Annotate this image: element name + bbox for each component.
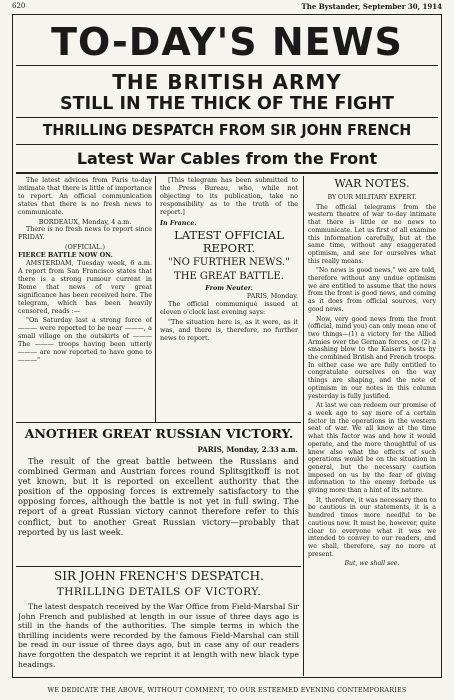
french-despatch-title: SIR JOHN FRENCH'S DESPATCH. [54,569,264,583]
newspaper-page [12,2,442,694]
war-notes-para-5: It, therefore, it was necessary then to be cautious in our statements, it is a hundred times more needful to be cautious now. It must be, however, quite clear to everyone what it was we intended to convey to our readers, and we shall, therefore, say no more at present. [308,496,436,558]
no-further-head: "NO FURTHER NEWS." [168,257,290,269]
war-notes-para-4: At last we can redeem our promise of a week ago to say more of a certain factor in the operations in the western seat of war. We all know at the time what this factor was and how it would operate, and the more thoughtful of us knew also what the effects of such operations would be on the situation in general, but the necessary caution imposed on us by the fear of giving information to the enemy forbade us giving more than a hint of its nature. [308,402,436,495]
russian-dateline: PARIS, Monday, 2.33 a.m. [197,445,298,454]
mid-para-2: "The situation here is, as it were, as it was, and there is, therefore, no further news to report. [160,318,298,342]
running-head [12,2,442,11]
great-battle-head: THE GREAT BATTLE. [174,271,284,283]
war-notes-closing: But, we shall see. [344,560,400,568]
rule [16,65,438,66]
dateline-paris: PARIS, Monday. [246,292,298,301]
headline-despatch: THRILLING DESPATCH FROM SIR JOHN FRENCH [42,121,412,139]
french-despatch-subtitle: THRILLING DETAILS OF VICTORY. [56,586,262,598]
left-para-1: The latest advices from Paris to-day intimate that there is little of importance to report. An official communication states that there is no fresh news to communicate. [18,177,152,216]
war-notes-para-2: "No news is good news," we are told, therefore without any undue optimism we are entitled to assume that the news from the front is good news, and coming as it does from official sources, very good news. [308,267,436,313]
left-para-3: AMSTERDAM, Tuesday week, 6 a.m. A report from San Francisco states that there is a strong rumour current in Rome that news of very great significance has been received here. The telegram, which has been heavily censored, reads :— [18,259,152,315]
middle-column [160,177,298,422]
french-body [18,602,299,674]
headline-cables: Latest War Cables from the Front [76,149,378,168]
war-notes-column [308,177,436,673]
publication-line: The Bystander, September 30, 1914 [301,2,442,11]
rule [16,117,438,118]
official-label: (OFFICIAL.) [65,243,105,252]
rule [16,566,301,567]
left-column [18,177,152,422]
headline-thick-of-fight: STILL IN THE THICK OF THE FIGHT [60,94,394,114]
mid-para-1: The official communiqué issued at eleven o'clock last evening says: [160,300,298,317]
rule [16,144,438,145]
column-rule [303,176,304,676]
column-rule [155,176,156,422]
russian-victory-title: ANOTHER GREAT RUSSIAN VICTORY. [24,426,294,441]
headline-british-army: THE BRITISH ARMY [112,70,342,94]
war-notes-title: WAR NOTES. [334,177,410,190]
war-notes-para-3: Now, very good news from the front (official, mind you) can only mean one of two things—(1) a victory for the Allied Armies over the German forces, or (2) a smashing blow to the Kaiser's hosts by the combined British and French troops. In either case we are fully entitled to congratulate ourselves on the way things are shaping, and the note of optimism in our notes in this column yesterday is fully justified. [308,315,436,400]
war-notes-byline: BY OUR MILITARY EXPERT. [327,194,417,201]
bracket-note: [This telegram has been submitted to the Press Bureau, who, while not objecting to its publication, take no responsibility as to the truth of the report.] [160,177,298,216]
in-france-label: In France. [160,218,197,227]
left-para-4: "On Saturday last a strong force of ——— were reported to be near ———, a small village on the outskirts of ——— The ——— troops having been utterly ——— are now reported to have gone to ———" [18,316,152,364]
masthead: TO-DAY'S NEWS [51,20,403,64]
left-para-2: There is no fresh news to report since FRIDAY. [18,225,152,242]
rule-thick [16,172,438,174]
dateline-bordeaux: BORDEAUX, Monday, 4 a.m. [38,217,132,226]
russian-text: The result of the great battle between the Russians and combined German and Austrian forces round Splitsgitkoff is not yet known, but it is reported on excellent authority that the position of the opposing forces is extremely satisfactory to the opposing forces, although the battle is not yet in full swing. The report of a great Russian victory cannot therefore refer to this conflict, but to another Great Russian victory—probably that reported by us last week. [18,456,299,537]
latest-report-head: LATEST OFFICIAL REPORT. [174,228,284,256]
rule [16,422,301,423]
from-neuter-label: From Neuter. [205,284,253,293]
russian-body [18,456,299,564]
french-text: The latest despatch received by the War Office from Field-Marshal Sir John French and published at length in our issue of three days ago is still in the hands of the authorities. The simple terms in which the thrilling incidents were recorded by the famous Field-Marshal can still be read in our issue of three days ago, but in case any of our readers have forgotten the despatch we reprint it at length with new black type headings. [18,602,299,669]
fierce-battle-head: FIERCE BATTLE NOW ON. [18,251,113,260]
footer-dedication: WE DEDICATE THE ABOVE, WITHOUT COMMENT, TO OUR ESTEEMED EVENING CONTEMPORARIES [47,686,407,694]
page-number: 620 [12,2,26,10]
war-notes-para-1: The official telegrams from the western theatre of war to-day intimate that there is little or no news to communicate. Let us first of all examine this information carefully, but at the same time, without any exaggerated optimism, and see for ourselves what this really means. [308,203,436,265]
